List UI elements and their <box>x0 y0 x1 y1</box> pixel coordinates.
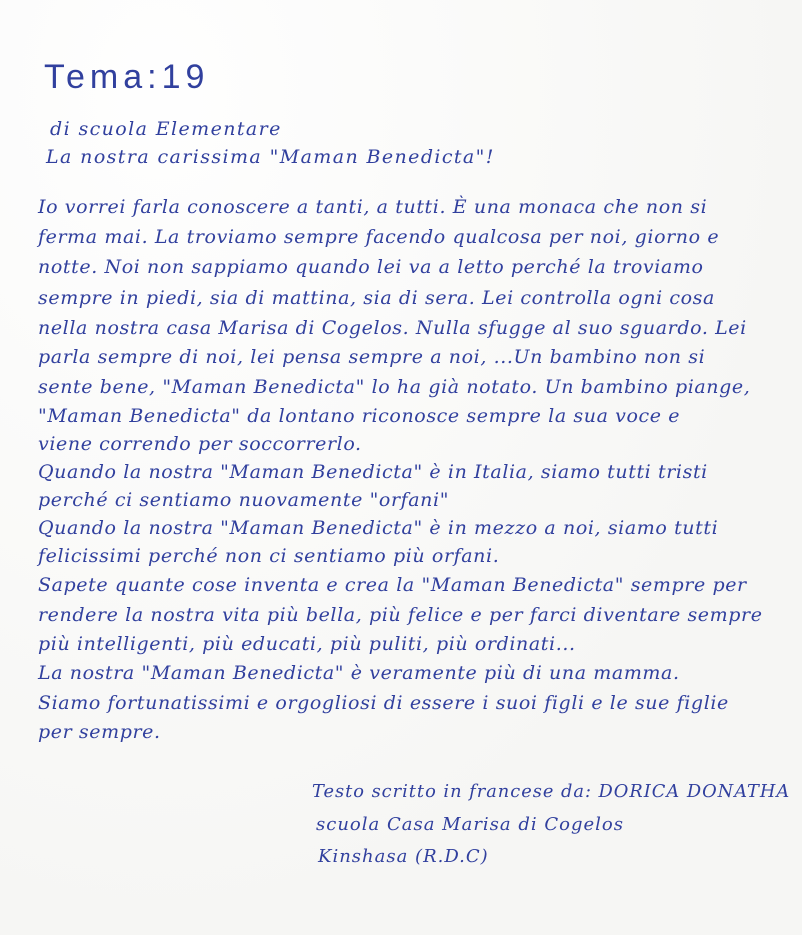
body-line: Quando la nostra "Maman Benedicta" è in Italia, siamo tutti tristi <box>38 461 708 483</box>
signature-city: Kinshasa (R.D.C) <box>318 846 489 867</box>
body-line: perché ci sentiamo nuovamente "orfani" <box>38 489 450 511</box>
body-line: Siamo fortunatissimi e orgogliosi di essere i suoi figli e le sue figlie <box>38 692 729 714</box>
school-level-line: di scuola Elementare <box>50 118 282 140</box>
body-line: per sempre. <box>38 721 161 743</box>
body-line: Quando la nostra "Maman Benedicta" è in mezzo a noi, siamo tutti <box>38 517 719 539</box>
body-line: più intelligenti, più educati, più puliti, più ordinati... <box>38 633 576 655</box>
signature-school: scuola Casa Marisa di Cogelos <box>316 814 624 835</box>
body-line: Io vorrei farla conoscere a tanti, a tutti. È una monaca che non si <box>38 196 708 218</box>
body-line: rendere la nostra vita più bella, più felice e per farci diventare sempre <box>38 604 763 626</box>
body-line: nella nostra casa Marisa di Cogelos. Nulla sfugge al suo sguardo. Lei <box>38 317 747 339</box>
body-line: felicissimi perché non ci sentiamo più orfani. <box>38 545 500 567</box>
body-line: parla sempre di noi, lei pensa sempre a noi, ...Un bambino non si <box>38 346 706 368</box>
body-line: La nostra "Maman Benedicta" è veramente più di una mamma. <box>38 662 680 684</box>
body-line: Sapete quante cose inventa e crea la "Maman Benedicta" sempre per <box>38 574 747 596</box>
body-line: notte. Noi non sappiamo quando lei va a letto perché la troviamo <box>38 256 704 278</box>
body-line: ferma mai. La troviamo sempre facendo qualcosa per noi, giorno e <box>38 226 720 248</box>
signature-author: Testo scritto in francese da: DORICA DONATHA <box>312 781 791 802</box>
essay-headline: La nostra carissima "Maman Benedicta"! <box>46 146 495 168</box>
body-line: viene correndo per soccorrerlo. <box>38 433 362 455</box>
body-line: sempre in piedi, sia di mattina, sia di sera. Lei controlla ogni cosa <box>38 287 715 309</box>
body-line: sente bene, "Maman Benedicta" lo ha già notato. Un bambino piange, <box>38 376 751 398</box>
body-line: "Maman Benedicta" da lontano riconosce sempre la sua voce e <box>38 405 681 427</box>
essay-title: Tema:19 <box>44 58 210 96</box>
